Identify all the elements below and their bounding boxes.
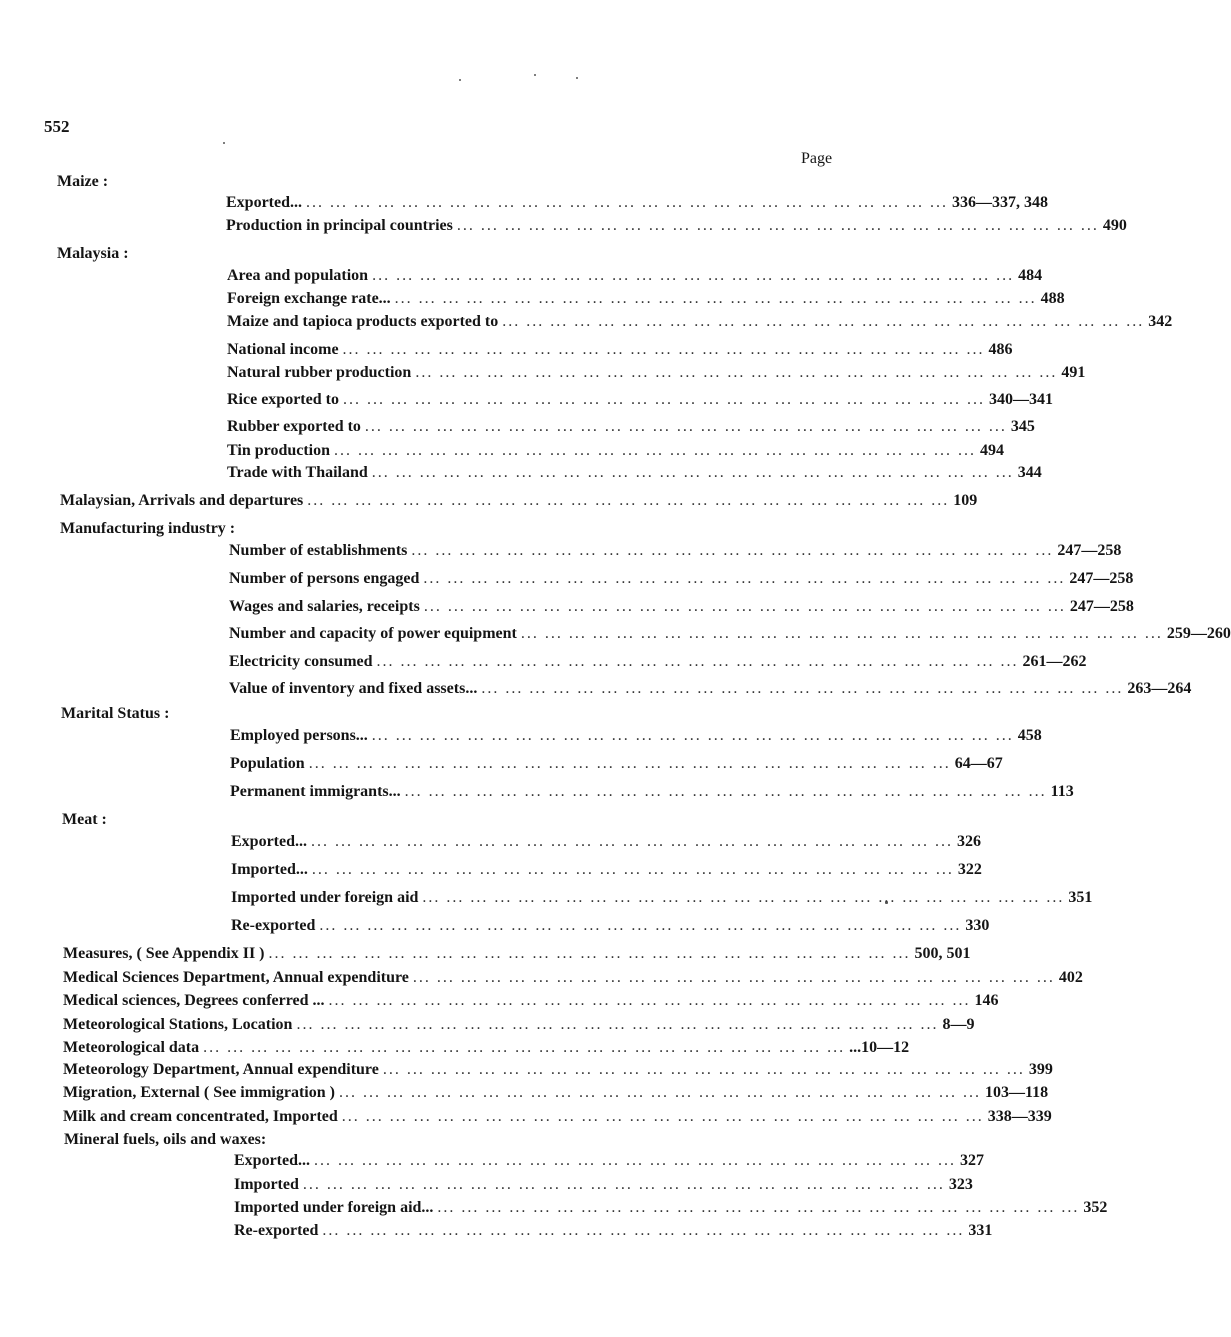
leader-dots: ... ... ... ... ... ... ... ... ... ... ... ... ... ... ... ... ... ... ... ... ... ... ... ... ... ... ... bbox=[364, 418, 1007, 435]
entry-label: Electricity consumed bbox=[229, 653, 373, 670]
entry-page: 247—258 bbox=[1069, 598, 1134, 615]
entry-label: Trade with Thailand bbox=[227, 464, 368, 481]
index-entry bbox=[230, 727, 1042, 745]
entry-label: Number of persons engaged bbox=[229, 570, 420, 587]
leader-dots: ... ... ... ... ... ... ... ... ... ... ... ... ... ... ... ... ... ... ... ... ... ... ... ... ... ... ... bbox=[203, 1039, 846, 1056]
leader-dots: ... ... ... ... ... ... ... ... ... ... ... ... ... ... ... ... ... ... ... ... ... ... ... ... ... ... ... bbox=[481, 680, 1124, 697]
page-number: 552 bbox=[44, 117, 70, 136]
leader-dots: ... ... ... ... ... ... ... ... ... ... ... ... ... ... ... ... ... ... ... ... ... ... ... ... ... ... ... bbox=[328, 992, 971, 1009]
entry-page: 322 bbox=[957, 861, 982, 878]
leader-dots: ... ... ... ... ... ... ... ... ... ... ... ... ... ... ... ... ... ... ... ... ... ... ... ... ... ... ... bbox=[372, 267, 1015, 284]
leader-dots: ... ... ... ... ... ... ... ... ... ... ... ... ... ... ... ... ... ... ... ... ... ... ... ... ... ... ... bbox=[411, 542, 1054, 559]
leader-dots: ... ... ... ... ... ... ... ... ... ... ... ... ... ... ... ... ... ... ... ... ... ... ... ... ... ... ... bbox=[314, 1152, 956, 1169]
entry-label: Wages and salaries, receipts bbox=[229, 598, 420, 615]
leader-dots: ... ... ... ... ... ... ... ... ... ... ... ... ... ... ... ... ... ... ... ... ... ... ... ... ... ... ... bbox=[322, 1222, 965, 1239]
index-entry bbox=[234, 1199, 1108, 1217]
entry-label: Meteorology Department, Annual expenditure bbox=[63, 1061, 379, 1078]
entry-page: 345 bbox=[1010, 418, 1035, 435]
entry-label: Meteorological Stations, Location bbox=[63, 1016, 293, 1033]
mineral-fuels-heading: Mineral fuels, oils and waxes: bbox=[64, 1131, 267, 1148]
index-entry bbox=[231, 833, 981, 851]
scan-speck bbox=[459, 79, 461, 81]
entry-label: Tin production bbox=[227, 442, 331, 459]
malaysia-heading: Malaysia : bbox=[57, 245, 129, 262]
entry-label: Rice exported to bbox=[227, 391, 339, 408]
entry-page: 402 bbox=[1058, 969, 1083, 986]
entry-page: 336—337, 348 bbox=[952, 194, 1048, 211]
leader-dots: ... ... ... ... ... ... ... ... ... ... ... ... ... ... ... ... ... ... ... ... ... ... ... ... ... ... ... bbox=[456, 217, 1099, 234]
leader-dots: ... ... ... ... ... ... ... ... ... ... ... ... ... ... ... ... ... ... ... ... ... ... ... ... ... ... ... bbox=[307, 492, 950, 509]
index-entry bbox=[63, 945, 971, 963]
entry-label: Imported under foreign aid... bbox=[234, 1199, 434, 1216]
manufacturing-heading: Manufacturing industry : bbox=[60, 520, 236, 537]
index-entry bbox=[234, 1176, 973, 1194]
index-entry bbox=[230, 783, 1074, 801]
index-entry bbox=[227, 290, 1065, 308]
index-entry bbox=[63, 992, 999, 1010]
index-entry bbox=[63, 1108, 1052, 1126]
index-entry bbox=[63, 1061, 1053, 1079]
leader-dots: ... ... ... ... ... ... ... ... ... ... ... ... ... ... ... ... ... ... ... ... ... ... ... ... ... ... ... bbox=[382, 1061, 1025, 1078]
entry-label: Production in principal countries bbox=[226, 217, 453, 234]
index-entry bbox=[234, 1222, 993, 1240]
leader-dots: ... ... ... ... ... ... ... ... ... ... ... ... ... ... ... ... ... ... ... ... ... ... ... ... ... ... ... bbox=[394, 290, 1037, 307]
page-column-header: Page bbox=[801, 150, 833, 167]
index-entry bbox=[226, 217, 1127, 235]
leader-dots: ... ... ... ... ... ... ... ... ... ... ... ... ... ... ... ... ... ... ... ... ... ... ... ... ... ... ... bbox=[308, 755, 951, 772]
entry-page: 146 bbox=[974, 992, 999, 1009]
entry-page: 340—341 bbox=[988, 391, 1053, 408]
marital-status-heading: Marital Status : bbox=[61, 705, 170, 722]
entry-label: Re-exported bbox=[231, 917, 316, 934]
index-entry bbox=[229, 598, 1134, 616]
entry-page: 323 bbox=[948, 1176, 973, 1193]
index-entry bbox=[226, 194, 1048, 212]
entry-page: 113 bbox=[1050, 783, 1074, 800]
entry-page: 263—264 bbox=[1127, 680, 1192, 697]
entry-page: 330 bbox=[965, 917, 990, 934]
entry-page: 247—258 bbox=[1069, 570, 1134, 587]
entry-page: 490 bbox=[1102, 217, 1127, 234]
leader-dots: ... ... ... ... ... ... ... ... ... ... ... ... ... ... ... ... ... ... ... ... ... ... ... ... ... ... ... bbox=[371, 727, 1014, 744]
entry-page: 494 bbox=[980, 442, 1005, 459]
entry-label: Meteorological data bbox=[63, 1039, 200, 1056]
entry-page: 64—67 bbox=[954, 755, 1003, 772]
leader-dots: ... ... ... ... ... ... ... ... ... ... ... ... ... ... ... ... ... ... ... ... ... ... ... ... ... ... ... bbox=[342, 341, 985, 358]
entry-page: 491 bbox=[1061, 364, 1086, 381]
entry-page: ...10—12 bbox=[849, 1039, 910, 1056]
leader-dots: ... ... ... ... ... ... ... ... ... ... ... ... ... ... ... ... ... ... ... ... ... ... ... ... ... ... ... bbox=[319, 917, 962, 934]
entry-label: Rubber exported to bbox=[227, 418, 361, 435]
leader-dots: ... ... ... ... ... ... ... ... ... ... ... ... ... ... ... ... ... ... ... ... ... ... ... ... ... ... ... bbox=[520, 625, 1163, 642]
entry-label: Employed persons... bbox=[230, 727, 368, 744]
entry-page: 488 bbox=[1040, 290, 1065, 307]
meat-heading: Meat : bbox=[62, 811, 107, 828]
entry-page: 344 bbox=[1017, 464, 1042, 481]
index-entry bbox=[229, 542, 1122, 560]
maize-heading: Maize : bbox=[57, 173, 109, 190]
entry-page: 261—262 bbox=[1022, 653, 1087, 670]
entry-page: 351 bbox=[1068, 889, 1093, 906]
entry-page: 331 bbox=[968, 1222, 993, 1239]
leader-dots: ... ... ... ... ... ... ... ... ... ... ... ... ... ... ... ... ... ... ... ... ... ... ... ... ... ... ... bbox=[502, 313, 1145, 330]
index-entry bbox=[230, 755, 1003, 773]
leader-dots: ... ... ... ... ... ... ... ... ... ... ... ... ... ... ... ... ... ... ... ... ... ... ... ... ... ... ... bbox=[268, 945, 911, 962]
leader-dots: ... ... ... ... ... ... ... ... ... ... ... ... ... ... ... ... ... ... ... ... ... ... ... ... ... ... ... bbox=[296, 1016, 939, 1033]
entry-label: Malaysian, Arrivals and departures bbox=[60, 492, 304, 509]
entry-label: Exported... bbox=[234, 1152, 310, 1169]
entry-label: Measures, ( See Appendix II ) bbox=[63, 945, 265, 962]
leader-dots: ... ... ... ... ... ... ... ... ... ... ... ... ... ... ... ... ... ... ... ... ... ... ... ... ... ... ... bbox=[341, 1108, 984, 1125]
entry-label: Permanent immigrants... bbox=[230, 783, 401, 800]
entry-label: Value of inventory and fixed assets... bbox=[229, 680, 478, 697]
index-entry bbox=[227, 391, 1053, 409]
leader-dots: ... ... ... ... ... ... ... ... ... ... ... ... ... ... ... ... ... ... ... ... ... ... ... ... ... ... ... bbox=[311, 861, 954, 878]
index-entry bbox=[227, 464, 1042, 482]
entry-page: 352 bbox=[1083, 1199, 1108, 1216]
leader-dots: ... ... ... ... ... ... ... ... ... ... ... ... ... ... ... ... ... ... ... ... ... ... ... ... ... ... ... bbox=[371, 464, 1014, 481]
index-entry bbox=[229, 625, 1231, 643]
entry-label: Foreign exchange rate... bbox=[227, 290, 391, 307]
entry-page: 109 bbox=[953, 492, 978, 509]
index-entry bbox=[60, 492, 978, 510]
entry-label: Exported... bbox=[226, 194, 302, 211]
leader-dots: ... ... ... ... ... ... ... ... ... ... ... ... ... ... ... ... ... ... ... ... ... ... ... ... ... ... ... bbox=[422, 889, 1065, 906]
index-entry bbox=[227, 341, 1013, 359]
entry-page: 259—260 bbox=[1166, 625, 1231, 642]
entry-page: 458 bbox=[1017, 727, 1042, 744]
index-entry bbox=[63, 1039, 910, 1057]
index-entry bbox=[231, 861, 982, 879]
entry-label: Imported bbox=[234, 1176, 299, 1193]
entry-page: 247—258 bbox=[1057, 542, 1122, 559]
entry-page: 326 bbox=[957, 833, 981, 850]
leader-dots: ... ... ... ... ... ... ... ... ... ... ... ... ... ... ... ... ... ... ... ... ... ... ... ... ... ... ... bbox=[412, 969, 1055, 986]
index-entry bbox=[229, 680, 1192, 698]
entry-label: Migration, External ( See immigration ) bbox=[63, 1084, 335, 1101]
entry-label: National income bbox=[227, 341, 339, 358]
entry-page: 338—339 bbox=[987, 1108, 1052, 1125]
leader-dots: ... ... ... ... ... ... ... ... ... ... ... ... ... ... ... ... ... ... ... ... ... ... ... ... ... ... ... bbox=[302, 1176, 945, 1193]
index-entry bbox=[227, 313, 1173, 331]
entry-page: 103—118 bbox=[984, 1084, 1049, 1101]
leader-dots: ... ... ... ... ... ... ... ... ... ... ... ... ... ... ... ... ... ... ... ... ... ... ... ... ... ... ... bbox=[338, 1084, 981, 1101]
leader-dots: ... ... ... ... ... ... ... ... ... ... ... ... ... ... ... ... ... ... ... ... ... ... ... ... ... ... ... bbox=[423, 598, 1066, 615]
scan-speck bbox=[223, 142, 225, 144]
index-entry bbox=[63, 1016, 975, 1034]
leader-dots: ... ... ... ... ... ... ... ... ... ... ... ... ... ... ... ... ... ... ... ... ... ... ... ... ... ... ... bbox=[342, 391, 985, 408]
index-entry bbox=[227, 267, 1043, 285]
leader-dots: ... ... ... ... ... ... ... ... ... ... ... ... ... ... ... ... ... ... ... ... ... ... ... ... ... ... ... bbox=[415, 364, 1058, 381]
leader-dots: ... ... ... ... ... ... ... ... ... ... ... ... ... ... ... ... ... ... ... ... ... ... ... ... ... ... ... bbox=[437, 1199, 1080, 1216]
scan-speck bbox=[534, 74, 536, 76]
entry-page: 342 bbox=[1148, 313, 1173, 330]
entry-label: Population bbox=[230, 755, 305, 772]
entry-label: Area and population bbox=[227, 267, 369, 284]
entry-label: Imported under foreign aid bbox=[231, 889, 419, 906]
index-entry bbox=[229, 570, 1134, 588]
index-entry bbox=[227, 364, 1086, 382]
index-entry bbox=[63, 969, 1083, 987]
leader-dots: ... ... ... ... ... ... ... ... ... ... ... ... ... ... ... ... ... ... ... ... ... ... ... ... ... ... ... bbox=[306, 194, 948, 211]
entry-label: Imported... bbox=[231, 861, 308, 878]
entry-page: 500, 501 bbox=[914, 945, 971, 962]
entry-page: 8—9 bbox=[942, 1016, 975, 1033]
entry-label: Medical Sciences Department, Annual expenditure bbox=[63, 969, 409, 986]
entry-page: 484 bbox=[1018, 267, 1043, 284]
entry-label: Number of establishments bbox=[229, 542, 408, 559]
leader-dots: ... ... ... ... ... ... ... ... ... ... ... ... ... ... ... ... ... ... ... ... ... ... ... ... ... ... ... bbox=[376, 653, 1019, 670]
entry-label: Number and capacity of power equipment bbox=[229, 625, 517, 642]
index-entry bbox=[231, 889, 1093, 907]
entry-page: 327 bbox=[960, 1152, 984, 1169]
entry-page: 399 bbox=[1028, 1061, 1053, 1078]
index-entry bbox=[231, 917, 990, 935]
index-entry bbox=[227, 418, 1035, 436]
entry-label: Re-exported bbox=[234, 1222, 319, 1239]
index-entry bbox=[227, 442, 1005, 460]
index-entry bbox=[229, 653, 1087, 671]
leader-dots: ... ... ... ... ... ... ... ... ... ... ... ... ... ... ... ... ... ... ... ... ... ... ... ... ... ... ... bbox=[311, 833, 953, 850]
leader-dots: ... ... ... ... ... ... ... ... ... ... ... ... ... ... ... ... ... ... ... ... ... ... ... ... ... ... ... bbox=[334, 442, 977, 459]
entry-label: Medical sciences, Degrees conferred ... bbox=[63, 992, 325, 1009]
entry-page: 486 bbox=[988, 341, 1013, 358]
index-entry bbox=[234, 1152, 984, 1170]
entry-label: Exported... bbox=[231, 833, 307, 850]
entry-label: Maize and tapioca products exported to bbox=[227, 313, 499, 330]
entry-label: Natural rubber production bbox=[227, 364, 412, 381]
index-entry bbox=[63, 1084, 1049, 1102]
leader-dots: ... ... ... ... ... ... ... ... ... ... ... ... ... ... ... ... ... ... ... ... ... ... ... ... ... ... ... bbox=[423, 570, 1066, 587]
leader-dots: ... ... ... ... ... ... ... ... ... ... ... ... ... ... ... ... ... ... ... ... ... ... ... ... ... ... ... bbox=[404, 783, 1047, 800]
entry-label: Milk and cream concentrated, Imported bbox=[63, 1108, 338, 1125]
scan-speck bbox=[576, 77, 578, 79]
